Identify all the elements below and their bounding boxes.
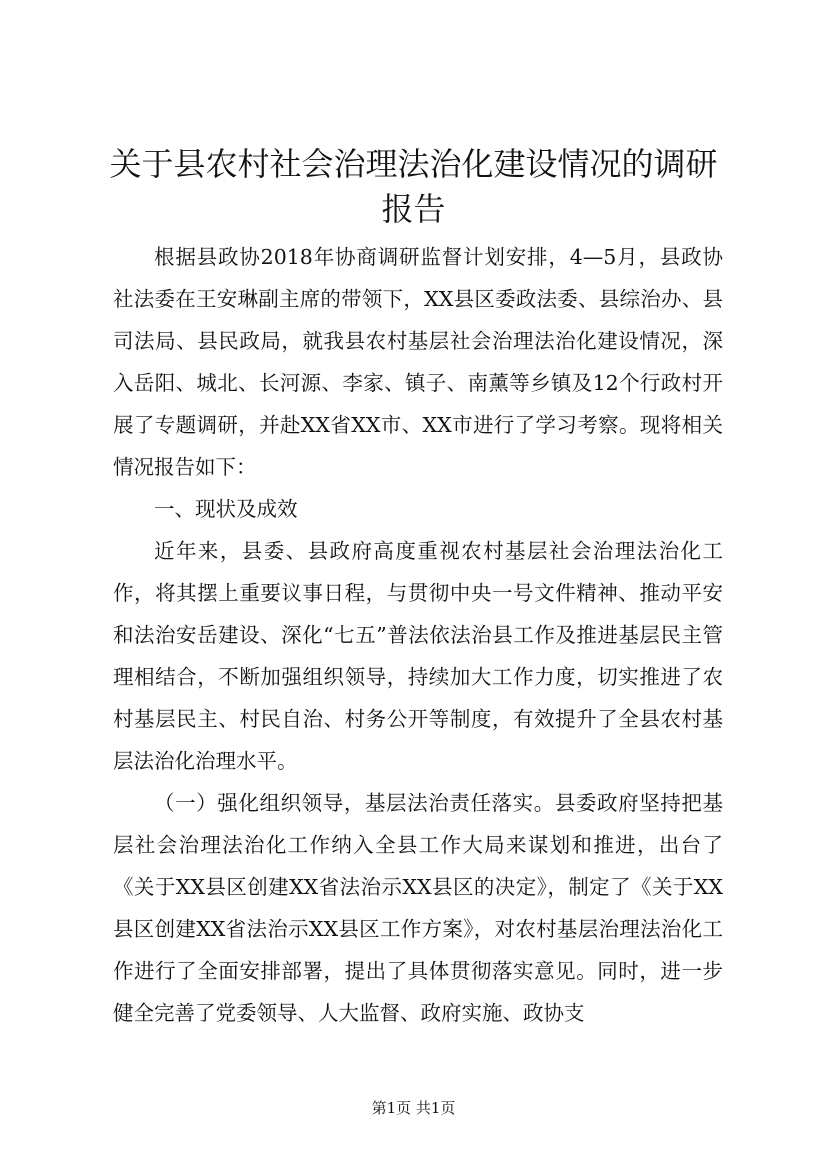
document-title: 关于县农村社会治理法治化建设情况的调研报告 — [109, 145, 718, 228]
section-heading-status: 一、现状及成效 — [154, 497, 298, 521]
paragraph-intro: 根据县政协2018年协商调研监督计划安排，4—5月，县政协社法委在王安琳副主席的带领下，XX县区委政法委、县综治办、县司法局、县民政局，就我县农村基层社会治理法治化建设情况，深入岳阳、城北、长河源、李家、镇子、南薰等乡镇及12个行政村开展了专题调研，并赴XX省XX市、XX市进行了学习考察。现将相关情况报告如下： — [113, 245, 723, 479]
paragraph-recent-years: 近年来，县委、县政府高度重视农村基层社会治理法治化工作，将其摆上重要议事日程，与贯彻中央一号文件精神、推动平安和法治安岳建设、深化“七五”普法依法治县工作及推进基层民主管理相结合，不断加强组织领导，持续加大工作力度，切实推进了农村基层民主、村民自治、村务公开等制度，有效提升了全县农村基层法治化治理水平。 — [113, 539, 723, 773]
paragraph-organization: （一）强化组织领导，基层法治责任落实。县委政府坚持把基层社会治理法治化工作纳入全县工作大局来谋划和推进，出台了《关于XX县区创建XX省法治示XX县区的决定》，制定了《关于XX县区创建XX省法治示XX县区工作方案》，对农村基层治理法治化工作进行了全面安排部署，提出了具体贯彻落实意见。同时，进一步健全完善了党委领导、人大监督、政府实施、政协支 — [113, 791, 723, 1025]
document-body — [113, 236, 723, 1034]
page-footer: 第1页 共1页 — [371, 1099, 456, 1117]
